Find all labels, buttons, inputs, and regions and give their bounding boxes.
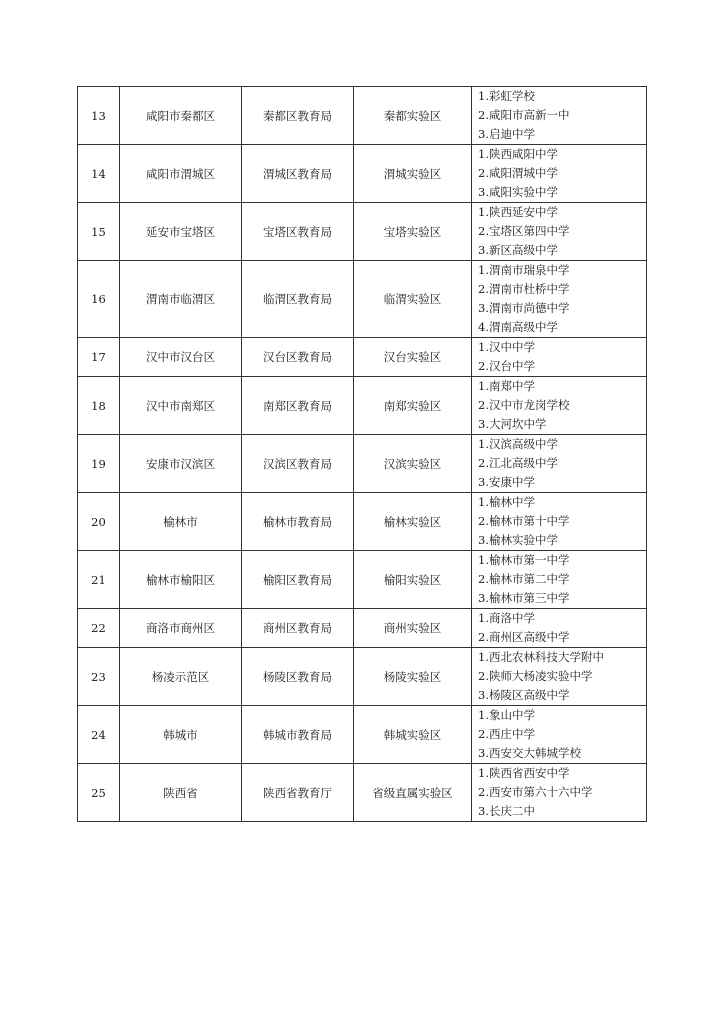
experimental-zone-cell: 渭城实验区: [354, 145, 472, 203]
school-item: 3.安康中学: [478, 475, 535, 489]
experimental-zone-cell: 商州实验区: [354, 609, 472, 648]
school-item: 1.陕西咸阳中学: [478, 147, 558, 161]
row-number: 19: [78, 435, 120, 493]
pilot-schools-cell: [472, 203, 647, 261]
experimental-zone-cell: 省级直属实验区: [354, 764, 472, 822]
row-number: 17: [78, 338, 120, 377]
school-item: 1.象山中学: [478, 708, 535, 722]
experimental-zone-cell: 宝塔实验区: [354, 203, 472, 261]
pilot-schools-cell: [472, 261, 647, 338]
table-row: [78, 261, 647, 338]
table-row: [78, 609, 647, 648]
school-item: 3.新区高级中学: [478, 243, 558, 257]
experimental-zone-cell: 秦都实验区: [354, 87, 472, 145]
education-bureau-cell: 榆林市教育局: [242, 493, 354, 551]
row-number: 24: [78, 706, 120, 764]
school-item: 1.南郑中学: [478, 379, 535, 393]
table-body: [78, 87, 647, 822]
school-item: 3.启迪中学: [478, 127, 535, 141]
pilot-schools-cell: [472, 493, 647, 551]
experimental-zones-table: [77, 86, 647, 822]
education-bureau-cell: 宝塔区教育局: [242, 203, 354, 261]
school-item: 1.陕西延安中学: [478, 205, 558, 219]
education-bureau-cell: 南郑区教育局: [242, 377, 354, 435]
school-item: 2.商州区高级中学: [478, 630, 570, 644]
row-number: 22: [78, 609, 120, 648]
education-bureau-cell: 秦都区教育局: [242, 87, 354, 145]
row-number: 14: [78, 145, 120, 203]
region-cell: 汉中市汉台区: [120, 338, 242, 377]
school-item: 3.榆林实验中学: [478, 533, 558, 547]
school-item: 1.榆林市第一中学: [478, 553, 570, 567]
school-item: 2.榆林市第二中学: [478, 572, 570, 586]
school-item: 2.陕师大杨凌实验中学: [478, 669, 593, 683]
pilot-schools-cell: [472, 377, 647, 435]
pilot-schools-cell: [472, 435, 647, 493]
school-item: 3.咸阳实验中学: [478, 185, 558, 199]
table-row: [78, 493, 647, 551]
education-bureau-cell: 商州区教育局: [242, 609, 354, 648]
pilot-schools-cell: [472, 551, 647, 609]
school-item: 3.榆林市第三中学: [478, 591, 570, 605]
school-item: 1.商洛中学: [478, 611, 535, 625]
table-row: [78, 145, 647, 203]
pilot-schools-cell: [472, 648, 647, 706]
row-number: 16: [78, 261, 120, 338]
school-item: 1.西北农林科技大学附中: [478, 650, 604, 664]
education-bureau-cell: 陕西省教育厅: [242, 764, 354, 822]
school-item: 2.咸阳市高新一中: [478, 108, 570, 122]
school-item: 2.江北高级中学: [478, 456, 558, 470]
experimental-zone-cell: 临渭实验区: [354, 261, 472, 338]
school-item: 2.汉中市龙岗学校: [478, 398, 570, 412]
education-bureau-cell: 汉台区教育局: [242, 338, 354, 377]
experimental-zone-cell: 南郑实验区: [354, 377, 472, 435]
school-item: 2.宝塔区第四中学: [478, 224, 570, 238]
school-item: 3.长庆二中: [478, 804, 535, 818]
table-row: [78, 203, 647, 261]
school-item: 2.榆林市第十中学: [478, 514, 570, 528]
education-bureau-cell: 韩城市教育局: [242, 706, 354, 764]
school-item: 1.渭南市瑞泉中学: [478, 263, 570, 277]
table-row: [78, 648, 647, 706]
school-item: 4.渭南高级中学: [478, 320, 558, 334]
school-item: 1.彩虹学校: [478, 89, 535, 103]
education-bureau-cell: 渭城区教育局: [242, 145, 354, 203]
pilot-schools-cell: [472, 338, 647, 377]
table-row: [78, 435, 647, 493]
experimental-zone-cell: 汉台实验区: [354, 338, 472, 377]
school-item: 3.大河坎中学: [478, 417, 547, 431]
school-item: 1.榆林中学: [478, 495, 535, 509]
region-cell: 杨凌示范区: [120, 648, 242, 706]
education-bureau-cell: 杨陵区教育局: [242, 648, 354, 706]
region-cell: 咸阳市秦都区: [120, 87, 242, 145]
pilot-schools-cell: [472, 764, 647, 822]
school-item: 2.咸阳渭城中学: [478, 166, 558, 180]
experimental-zone-cell: 榆林实验区: [354, 493, 472, 551]
table-row: [78, 338, 647, 377]
school-item: 2.渭南市杜桥中学: [478, 282, 570, 296]
school-item: 2.汉台中学: [478, 359, 535, 373]
pilot-schools-cell: [472, 609, 647, 648]
row-number: 18: [78, 377, 120, 435]
school-item: 3.渭南市尚德中学: [478, 301, 570, 315]
pilot-schools-cell: [472, 87, 647, 145]
region-cell: 汉中市南郑区: [120, 377, 242, 435]
row-number: 25: [78, 764, 120, 822]
experimental-zone-cell: 榆阳实验区: [354, 551, 472, 609]
experimental-zone-cell: 杨陵实验区: [354, 648, 472, 706]
school-item: 3.西安交大韩城学校: [478, 746, 581, 760]
region-cell: 陕西省: [120, 764, 242, 822]
region-cell: 榆林市榆阳区: [120, 551, 242, 609]
region-cell: 咸阳市渭城区: [120, 145, 242, 203]
table-row: [78, 87, 647, 145]
experimental-zone-cell: 韩城实验区: [354, 706, 472, 764]
school-item: 2.西庄中学: [478, 727, 535, 741]
school-item: 2.西安市第六十六中学: [478, 785, 593, 799]
region-cell: 渭南市临渭区: [120, 261, 242, 338]
school-item: 1.汉滨高级中学: [478, 437, 558, 451]
experimental-zone-cell: 汉滨实验区: [354, 435, 472, 493]
education-bureau-cell: 榆阳区教育局: [242, 551, 354, 609]
row-number: 15: [78, 203, 120, 261]
region-cell: 韩城市: [120, 706, 242, 764]
row-number: 20: [78, 493, 120, 551]
school-item: 1.陕西省西安中学: [478, 766, 570, 780]
row-number: 21: [78, 551, 120, 609]
pilot-schools-cell: [472, 145, 647, 203]
region-cell: 延安市宝塔区: [120, 203, 242, 261]
table-row: [78, 764, 647, 822]
region-cell: 商洛市商州区: [120, 609, 242, 648]
education-bureau-cell: 汉滨区教育局: [242, 435, 354, 493]
education-bureau-cell: 临渭区教育局: [242, 261, 354, 338]
school-item: 3.杨陵区高级中学: [478, 688, 570, 702]
region-cell: 安康市汉滨区: [120, 435, 242, 493]
row-number: 13: [78, 87, 120, 145]
table-row: [78, 551, 647, 609]
pilot-schools-cell: [472, 706, 647, 764]
table-row: [78, 706, 647, 764]
table-row: [78, 377, 647, 435]
region-cell: 榆林市: [120, 493, 242, 551]
row-number: 23: [78, 648, 120, 706]
school-item: 1.汉中中学: [478, 340, 535, 354]
